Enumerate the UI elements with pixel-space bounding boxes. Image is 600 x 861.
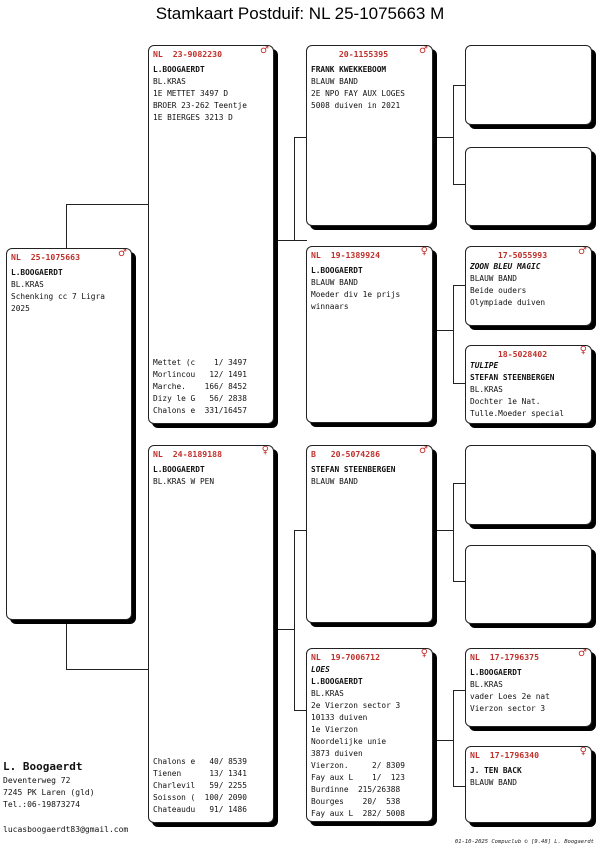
race-result: Charlevil 59/ 2255 (153, 781, 247, 790)
remark: 5008 duiven in 2021 (311, 101, 401, 110)
color: BLAUW BAND (470, 274, 517, 283)
color: BL.KRAS (311, 689, 344, 698)
ring-number: 19-1389924 (330, 250, 381, 260)
color: BL.KRAS W PEN (153, 477, 215, 486)
ring-number: 20-1155395 (338, 49, 389, 59)
color: BL.KRAS (470, 680, 503, 689)
color: BLAUW BAND (470, 778, 517, 787)
owner: L.BOOGAERDT (153, 65, 205, 74)
female-icon: ♀ (420, 246, 428, 257)
country-code: NL (153, 449, 163, 459)
female-icon: ♀ (579, 345, 587, 356)
owner: L.BOOGAERDT (470, 668, 522, 677)
card-header (7, 249, 131, 263)
remark: Moeder div 1e prijs (311, 290, 401, 299)
card-header (466, 346, 591, 360)
connector (277, 629, 295, 630)
owner: L.BOOGAERDT (153, 465, 205, 474)
female-icon: ♀ (420, 648, 428, 659)
remark: Olympiade duiven (470, 298, 546, 307)
remark: 1E BIERGES 3213 D (153, 113, 233, 122)
race-result: Vierzon. 2/ 8309 (311, 761, 405, 770)
pigeon-card-grandfather-paternal (306, 45, 433, 226)
card-header (307, 247, 432, 261)
race-results (153, 357, 247, 417)
remark: Beide ouders (470, 286, 527, 295)
male-icon: ♂ (260, 45, 269, 56)
race-result: Dizy le G 56/ 2838 (153, 394, 247, 403)
card-header (466, 247, 591, 261)
card-header (307, 446, 432, 460)
pigeon-name: ZOON BLEU MAGIC (470, 262, 541, 271)
card-header (149, 446, 273, 460)
connector (436, 740, 454, 741)
male-icon: ♂ (419, 445, 428, 456)
connector (453, 285, 454, 383)
breeder-name: L. Boogaerdt (3, 760, 83, 773)
connector (294, 137, 295, 241)
breeder-city: 7245 PK Laren (gld) (3, 788, 95, 797)
male-icon: ♂ (578, 648, 587, 659)
connector (66, 204, 149, 205)
connector (294, 240, 307, 241)
country-code: B (311, 449, 316, 459)
race-result: Marche. 166/ 8452 (153, 382, 247, 391)
remark: 2e Vierzon sector 3 (311, 701, 401, 710)
connector (453, 85, 454, 184)
race-results (153, 756, 247, 816)
race-result: Bourges 20/ 538 (311, 797, 401, 806)
country-code: NL (11, 252, 21, 262)
remark: Tulle.Moeder special (470, 409, 564, 418)
remark: 10133 duiven (311, 713, 368, 722)
ring-number: 25-1075663 (30, 252, 81, 262)
breeder-street: Deventerweg 72 (3, 776, 71, 785)
race-result: Soisson ( 100/ 2090 (153, 793, 247, 802)
race-result: Burdinne 215/26388 (311, 785, 401, 794)
country-code: NL (311, 652, 321, 662)
breeder-email: lucasboogaerdt83@gmail.com (3, 825, 129, 834)
owner: STEFAN STEENBERGEN (470, 373, 555, 382)
pigeon-card-fmf (465, 246, 592, 326)
connector (66, 669, 149, 670)
pigeon-card-grandfather-maternal (306, 445, 433, 623)
pigeon-card-empty (465, 545, 592, 624)
ring-number: 17-5055993 (497, 250, 548, 260)
remark: Schenking cc 7 Ligra (11, 292, 105, 301)
connector (436, 137, 454, 138)
ring-number: 23-9082230 (172, 49, 223, 59)
connector (436, 530, 454, 531)
remark: winnaars (311, 302, 349, 311)
breeder-info (3, 759, 95, 811)
remark: Noordelijke unie (311, 737, 387, 746)
pigeon-name: LOES (311, 665, 330, 674)
pigeon-card-empty (465, 147, 592, 226)
pigeon-card-mother (148, 445, 274, 823)
color: BLAUW BAND (311, 477, 358, 486)
ring-number: 24-8189188 (172, 449, 223, 459)
owner: FRANK KWEKKEBOOM (311, 65, 387, 74)
owner: J. TEN BACK (470, 766, 522, 775)
pigeon-card-mmm (465, 746, 592, 823)
race-result: Tienen 13/ 1341 (153, 769, 247, 778)
remark: 3873 duiven (311, 749, 363, 758)
card-header (307, 46, 432, 60)
ring-number: 17-1796340 (489, 750, 540, 760)
owner: STEFAN STEENBERGEN (311, 465, 396, 474)
color: BL.KRAS (470, 385, 503, 394)
country-code: NL (470, 750, 480, 760)
remark: 2E NPO FAY AUX LOGES (311, 89, 405, 98)
color: BL.KRAS (11, 280, 44, 289)
race-result: Chalons e 331/16457 (153, 406, 247, 415)
race-result: Morlincou 12/ 1491 (153, 370, 247, 379)
pigeon-name: TULIPE (470, 361, 499, 370)
card-header (466, 649, 591, 663)
ring-number: 17-1796375 (489, 652, 540, 662)
connector (294, 530, 295, 710)
pigeon-card-empty (465, 445, 592, 525)
remark: vader Loes 2e nat (470, 692, 550, 701)
card-header (466, 747, 591, 761)
race-result: Fay aux L 1/ 123 (311, 773, 405, 782)
female-icon: ♀ (261, 445, 269, 456)
pigeon-card-grandmother-maternal (306, 648, 433, 822)
remark: Vierzon sector 3 (470, 704, 546, 713)
remark: 1e Vierzon (311, 725, 358, 734)
pigeon-card-father (148, 45, 274, 424)
male-icon: ♂ (419, 45, 428, 56)
country-code: NL (311, 250, 321, 260)
card-header (307, 649, 432, 663)
breeder-phone: Tel.:06-19873274 (3, 800, 81, 809)
owner: L.BOOGAERDT (11, 268, 63, 277)
race-result: Fay aux L 282/ 5008 (311, 809, 405, 818)
pigeon-card-grandmother-paternal (306, 246, 433, 423)
pigeon-card-subject (6, 248, 132, 620)
color: BLAUW BAND (311, 278, 358, 287)
remark: Dochter 1e Nat. (470, 397, 541, 406)
connector (277, 240, 295, 241)
connector (453, 483, 454, 581)
ring-number: 19-7006712 (330, 652, 381, 662)
country-code: NL (153, 49, 163, 59)
remark: 1E METTET 3497 D (153, 89, 229, 98)
page-title: Stamkaart Postduif: NL 25-1075663 M (155, 4, 445, 23)
connector (453, 690, 454, 786)
pigeon-card-empty (465, 45, 592, 125)
pigeon-card-mmf (465, 648, 592, 727)
ring-number: 18-5028402 (497, 349, 548, 359)
color: BLAUW BAND (311, 77, 358, 86)
owner: L.BOOGAERDT (311, 677, 363, 686)
male-icon: ♂ (118, 248, 127, 259)
remark: 2025 (11, 304, 30, 313)
connector (436, 330, 454, 331)
country-code: NL (470, 652, 480, 662)
race-result: Chateaudu 91/ 1486 (153, 805, 247, 814)
race-result: Mettet (c 1/ 3497 (153, 358, 247, 367)
ring-number: 20-5074286 (330, 449, 381, 459)
owner: L.BOOGAERDT (311, 266, 363, 275)
race-result: Chalons e 40/ 8539 (153, 757, 247, 766)
pigeon-card-fmm (465, 345, 592, 424)
card-header (149, 46, 273, 60)
remark: BROER 23-262 Teentje (153, 101, 247, 110)
color: BL.KRAS (153, 77, 186, 86)
male-icon: ♂ (578, 246, 587, 257)
female-icon: ♀ (579, 746, 587, 757)
footer: 01-10-2025 Compuclub © [9.48] L. Boogaerdt (454, 839, 594, 845)
